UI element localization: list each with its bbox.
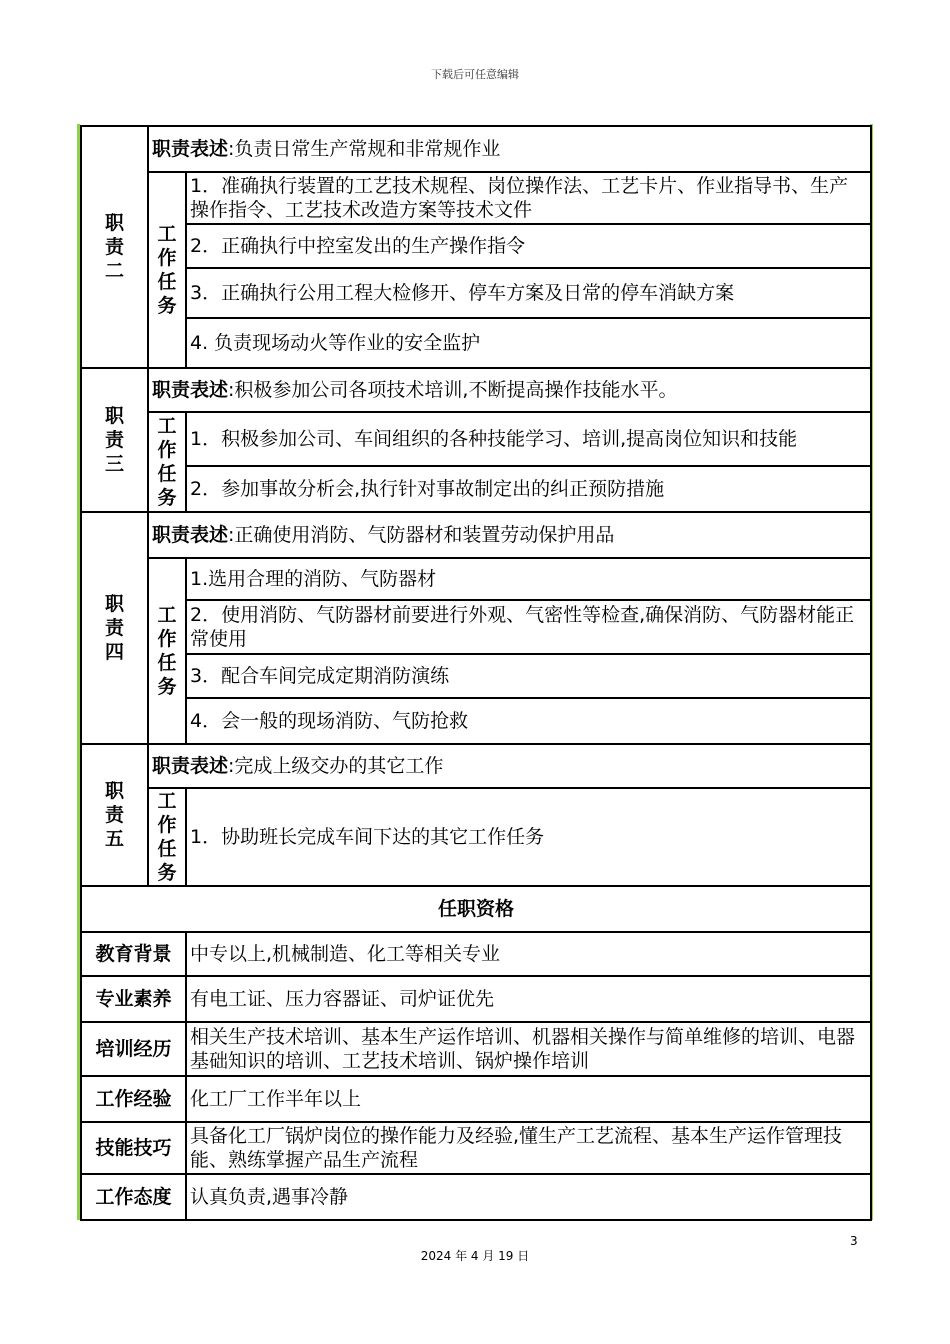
duty-3-task-label: 工作任务 [148,412,186,512]
duty-4-task-3: 3．配合车间完成定期消防演练 [186,654,871,698]
duty-5-task-1: 1．协助班长完成车间下达的其它工作任务 [186,788,871,886]
qual-label-professional: 专业素养 [81,976,186,1022]
duty-2-summary: 职责表述:负责日常生产常规和非常规作业 [148,126,871,172]
duty-3-task-1: 1．积极参加公司、车间组织的各种技能学习、培训,提高岗位知识和技能 [186,412,871,466]
qual-label-training: 培训经历 [81,1022,186,1076]
qual-value-skills: 具备化工厂锅炉岗位的操作能力及经验,懂生产工艺流程、基本生产运作管理技能、熟练掌握产品生产流程 [186,1122,871,1174]
qual-label-experience: 工作经验 [81,1076,186,1122]
duty-2-task-4: 4. 负责现场动火等作业的安全监护 [186,318,871,368]
qual-value-professional: 有电工证、压力容器证、司炉证优先 [186,976,871,1022]
duty-2-label: 职责二 [81,126,148,368]
qual-value-training: 相关生产技术培训、基本生产运作培训、机器相关操作与简单维修的培训、电器基础知识的培训、工艺技术培训、锅炉操作培训 [186,1022,871,1076]
duty-2-task-label: 工作任务 [148,172,186,368]
qual-label-education: 教育背景 [81,932,186,976]
duty-5-task-label: 工作任务 [148,788,186,886]
duty-5-summary: 职责表述:完成上级交办的其它工作 [148,744,871,788]
duty-3-summary: 职责表述:积极参加公司各项技术培训,不断提高操作技能水平。 [148,368,871,412]
qual-label-attitude: 工作态度 [81,1174,186,1220]
duty-4-summary: 职责表述:正确使用消防、气防器材和装置劳动保护用品 [148,512,871,558]
qual-value-attitude: 认真负责,遇事冷静 [186,1174,871,1220]
duty-4-task-label: 工作任务 [148,558,186,744]
header-note: 下载后可任意编辑 [431,68,519,81]
duty-4-task-1: 1.选用合理的消防、气防器材 [186,558,871,600]
duty-2-task-3: 3．正确执行公用工程大检修开、停车方案及日常的停车消缺方案 [186,268,871,318]
duty-2-task-2: 2．正确执行中控室发出的生产操作指令 [186,224,871,268]
job-description-table [80,125,872,1221]
qual-value-education: 中专以上,机械制造、化工等相关专业 [186,932,871,976]
qual-label-skills: 技能技巧 [81,1122,186,1174]
duty-3-task-2: 2．参加事故分析会,执行针对事故制定出的纠正预防措施 [186,466,871,512]
duty-3-label: 职责三 [81,368,148,512]
duty-2-summary-row [81,126,871,172]
qual-value-experience: 化工厂工作半年以上 [186,1076,871,1122]
duty-2-task-1: 1．准确执行装置的工艺技术规程、岗位操作法、工艺卡片、作业指导书、生产操作指令、工艺技术改造方案等技术文件 [186,172,871,224]
duty-4-task-4: 4．会一般的现场消防、气防抢救 [186,698,871,744]
qualifications-title: 任职资格 [81,886,871,932]
duty-4-label: 职责四 [81,512,148,744]
page-number: 3 [850,1234,858,1248]
duty-4-task-2: 2．使用消防、气防器材前要进行外观、气密性等检查,确保消防、气防器材能正常使用 [186,600,871,654]
duty-5-label: 职责五 [81,744,148,886]
footer-date: 2024 年 4 月 19 日 [420,1249,530,1263]
